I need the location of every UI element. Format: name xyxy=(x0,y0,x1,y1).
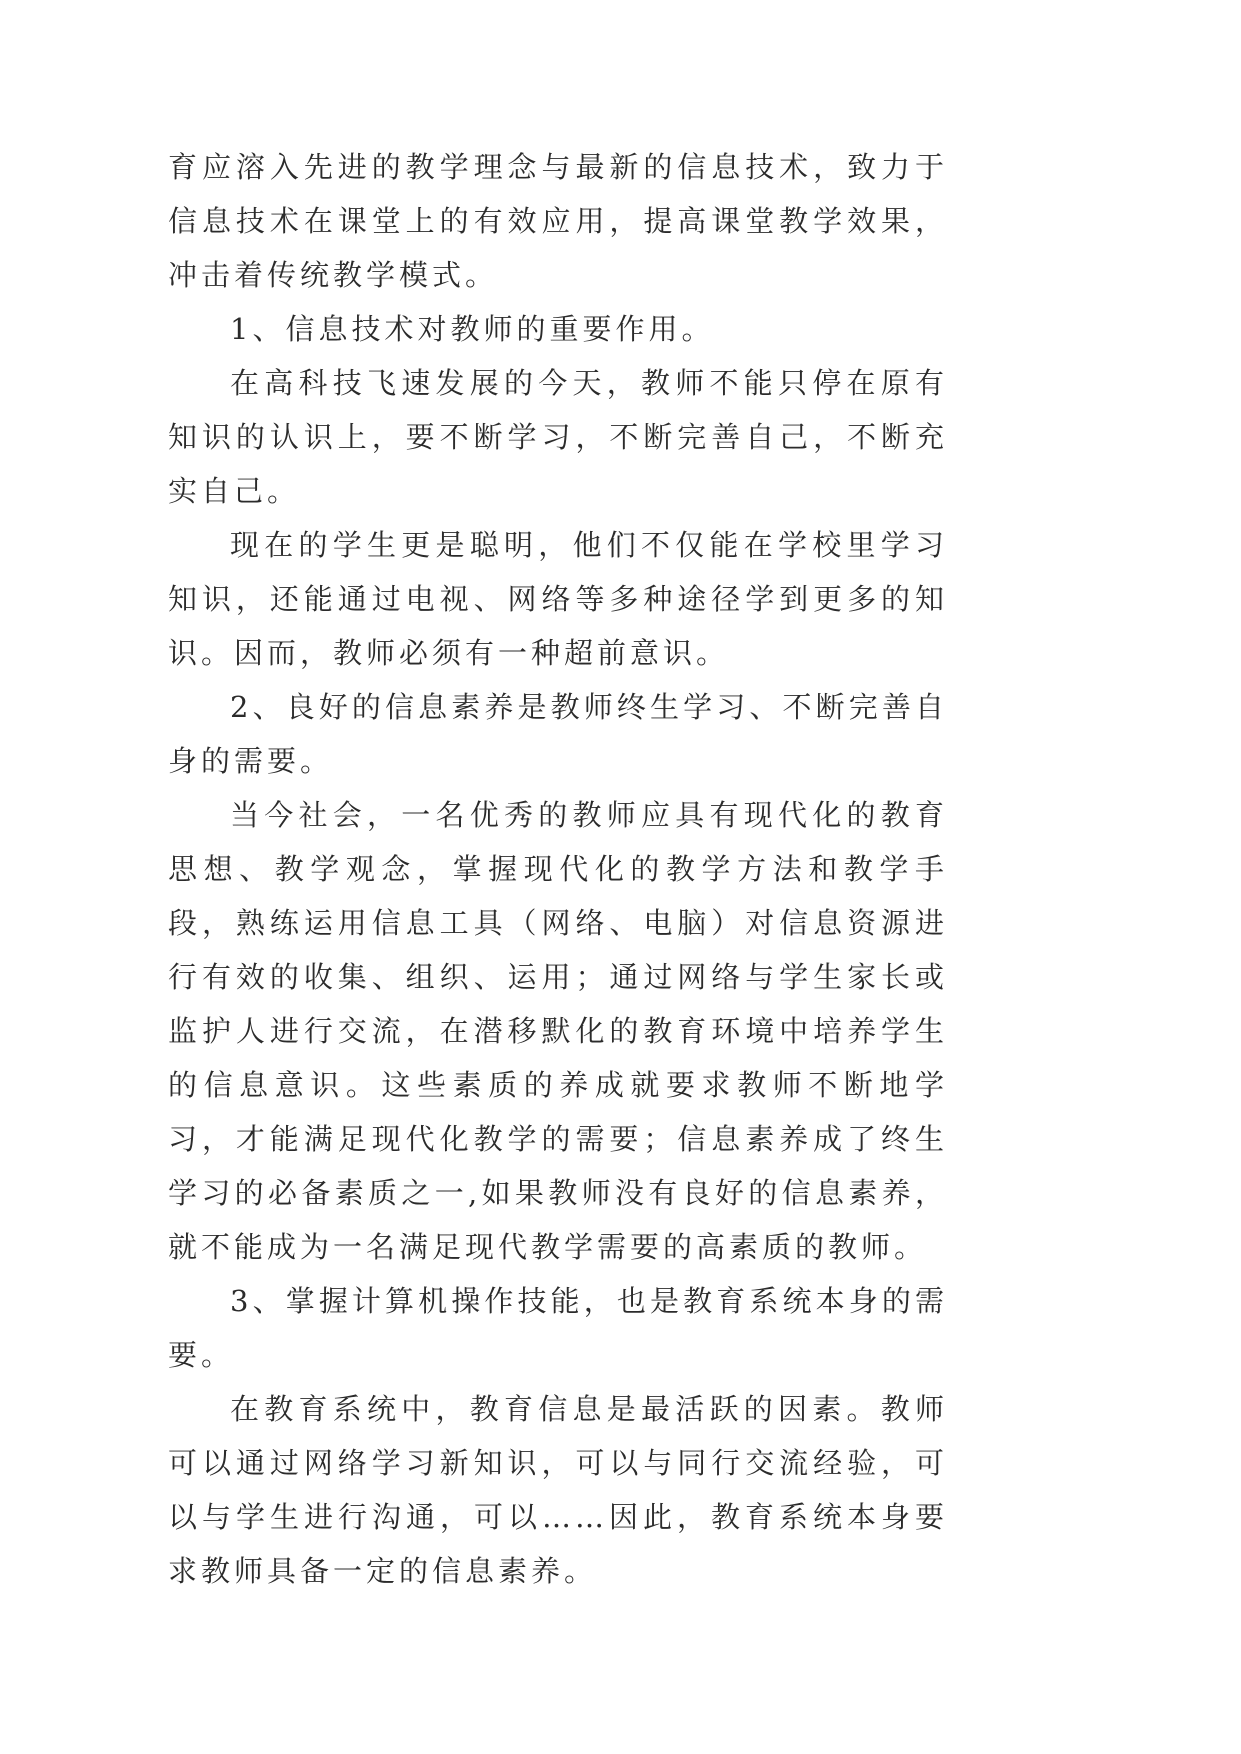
paragraph-continuation: 育应溶入先进的教学理念与最新的信息技术，致力于信息技术在课堂上的有效应用，提高课堂教学效果，冲击着传统教学模式。 xyxy=(168,150,948,292)
paragraph-heading-3: 3、掌握计算机操作技能，也是教育系统本身的需要。 xyxy=(168,1284,948,1372)
paragraph-body: 现在的学生更是聪明，他们不仅能在学校里学习知识，还能通过电视、网络等多种途径学到更多的知识。因而，教师必须有一种超前意识。 xyxy=(168,528,948,670)
paragraph-body: 在高科技飞速发展的今天，教师不能只停在原有知识的认识上，要不断学习，不断完善自己，不断充实自己。 xyxy=(168,366,948,508)
paragraph-heading-2: 2、良好的信息素养是教师终生学习、不断完善自身的需要。 xyxy=(168,690,948,778)
paragraph-body: 在教育系统中，教育信息是最活跃的因素。教师可以通过网络学习新知识，可以与同行交流经验，可以与学生进行沟通，可以……因此，教育系统本身要求教师具备一定的信息素养。 xyxy=(168,1392,948,1588)
paragraph-heading-1: 1、信息技术对教师的重要作用。 xyxy=(230,312,715,346)
document-body xyxy=(168,140,948,1598)
paragraph-body: 当今社会，一名优秀的教师应具有现代化的教育思想、教学观念，掌握现代化的教学方法和教学手段，熟练运用信息工具（网络、电脑）对信息资源进行有效的收集、组织、运用；通过网络与学生家长或监护人进行交流，在潜移默化的教育环境中培养学生的信息意识。这些素质的养成就要求教师不断地学习，才能满足现代化教学的需要；信息素养成了终生学习的必备素质之一,如果教师没有良好的信息素养，就不能成为一名满足现代教学需要的高素质的教师。 xyxy=(168,798,948,1264)
